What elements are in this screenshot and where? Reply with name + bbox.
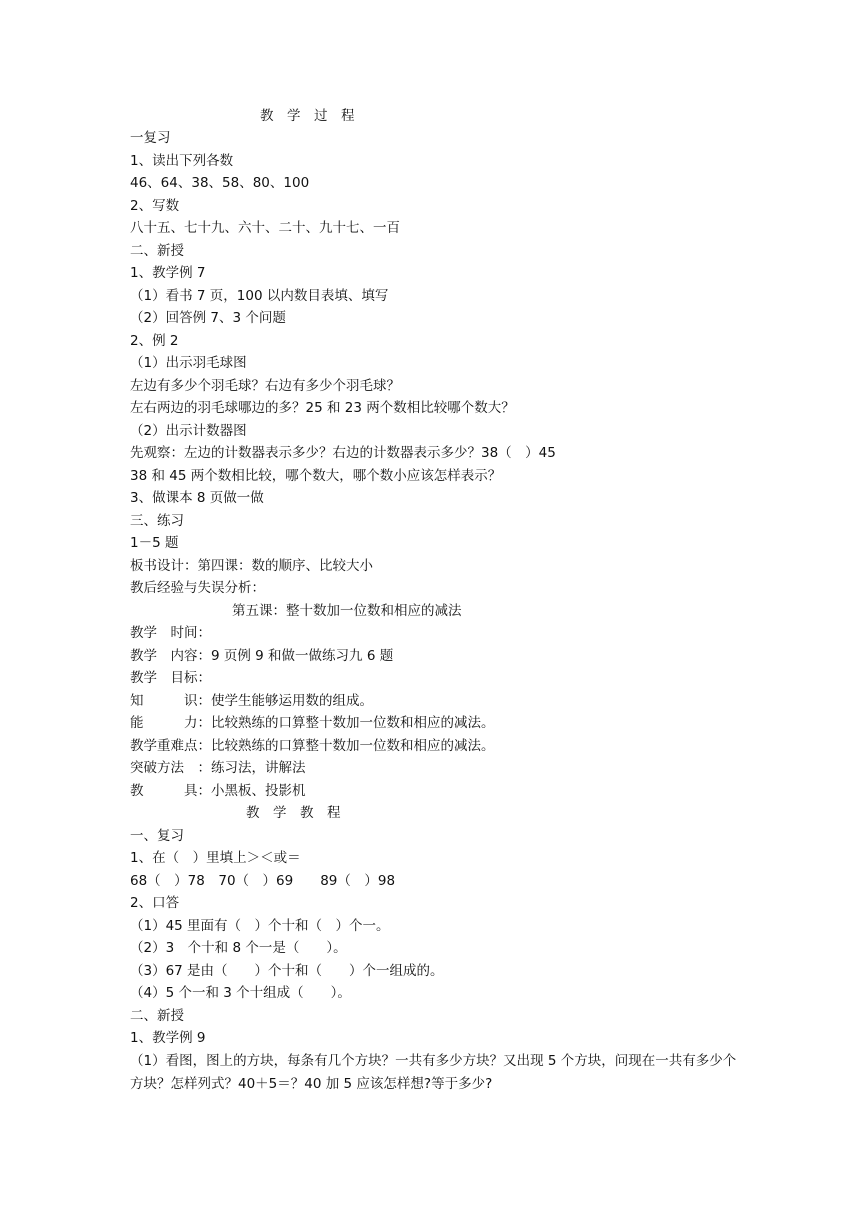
text-line: 教后经验与失误分析： (130, 580, 265, 596)
text-line: 左边有多少个羽毛球？右边有多少个羽毛球？ (130, 378, 400, 394)
text-line: 38 和 45 两个数相比较，哪个数大，哪个数小应该怎样表示？ (130, 468, 502, 484)
text-line: 2、例 2 (130, 333, 179, 349)
section-title: 教 学 教 程 (246, 805, 341, 821)
text-line: 先观察：左边的计数器表示多少？右边的计数器表示多少？38（ ）45 (130, 445, 556, 461)
heading: 二、新授 (130, 243, 184, 259)
heading: 一、复习 (130, 828, 184, 844)
text-line: 46、64、38、58、80、100 (130, 175, 310, 191)
text-line: （1）45 里面有（ ）个十和（ ）个一。 (130, 918, 390, 934)
text-line: 1、教学例 9 (130, 1030, 206, 1046)
text-line: 68（ ）78 70（ ）69 89（ ）98 (130, 873, 396, 889)
text-line: 突破方法 ：练习法，讲解法 (130, 760, 306, 776)
text-line: （1）出示羽毛球图 (130, 355, 247, 371)
text-line: 教学重难点：比较熟练的口算整十数加一位数和相应的减法。 (130, 738, 495, 754)
text-line: （2）回答例 7、3 个问题 (130, 310, 286, 326)
text-line: 1、在（ ）里填上＞＜或＝ (130, 850, 301, 866)
text-line: （3）67 是由（ ）个十和（ ）个一组成的。 (130, 963, 444, 979)
text-line: 板书设计：第四课：数的顺序、比较大小 (130, 558, 373, 574)
lesson-title: 第五课：整十数加一位数和相应的减法 (232, 603, 462, 619)
text-line: 能 力：比较熟练的口算整十数加一位数和相应的减法。 (130, 715, 495, 731)
text-line: （4）5 个一和 3 个十组成（ ）。 (130, 985, 351, 1001)
text-line: 教学 目标： (130, 670, 211, 686)
heading: 二、新授 (130, 1008, 184, 1024)
text-line: 2、口答 (130, 895, 180, 911)
paragraph: （1）看图，图上的方块，每条有几个方块？一共有多少方块？又出现 5 个方块，问现在一共有多少个方块？怎样列式？40＋5＝？40 加 5 应该怎样想?等于多少? (130, 1053, 737, 1092)
text-line: 1、读出下列各数 (130, 153, 234, 169)
section-title: 教 学 过 程 (260, 108, 355, 124)
text-line: 知 识：使学生能够运用数的组成。 (130, 693, 373, 709)
text-line: 1－5 题 (130, 535, 179, 551)
text-line: 教学 内容：9 页例 9 和做一做练习九 6 题 (130, 648, 394, 664)
text-line: 左右两边的羽毛球哪边的多？25 和 23 两个数相比较哪个数大？ (130, 400, 515, 416)
text-line: 教学 时间： (130, 625, 211, 641)
heading: 三、练习 (130, 513, 184, 529)
heading: 一复习 (130, 130, 171, 146)
text-line: 八十五、七十九、六十、二十、九十七、一百 (130, 220, 400, 236)
text-line: 2、写数 (130, 198, 180, 214)
text-line: 3、做课本 8 页做一做 (130, 490, 264, 506)
text-line: 1、教学例 7 (130, 265, 206, 281)
text-line: 教 具：小黑板、投影机 (130, 783, 306, 799)
text-line: （1）看书 7 页，100 以内数目表填、填写 (130, 288, 389, 304)
text-line: （2）出示计数器图 (130, 423, 247, 439)
text-line: （2）3 个十和 8 个一是（ ）。 (130, 940, 347, 956)
